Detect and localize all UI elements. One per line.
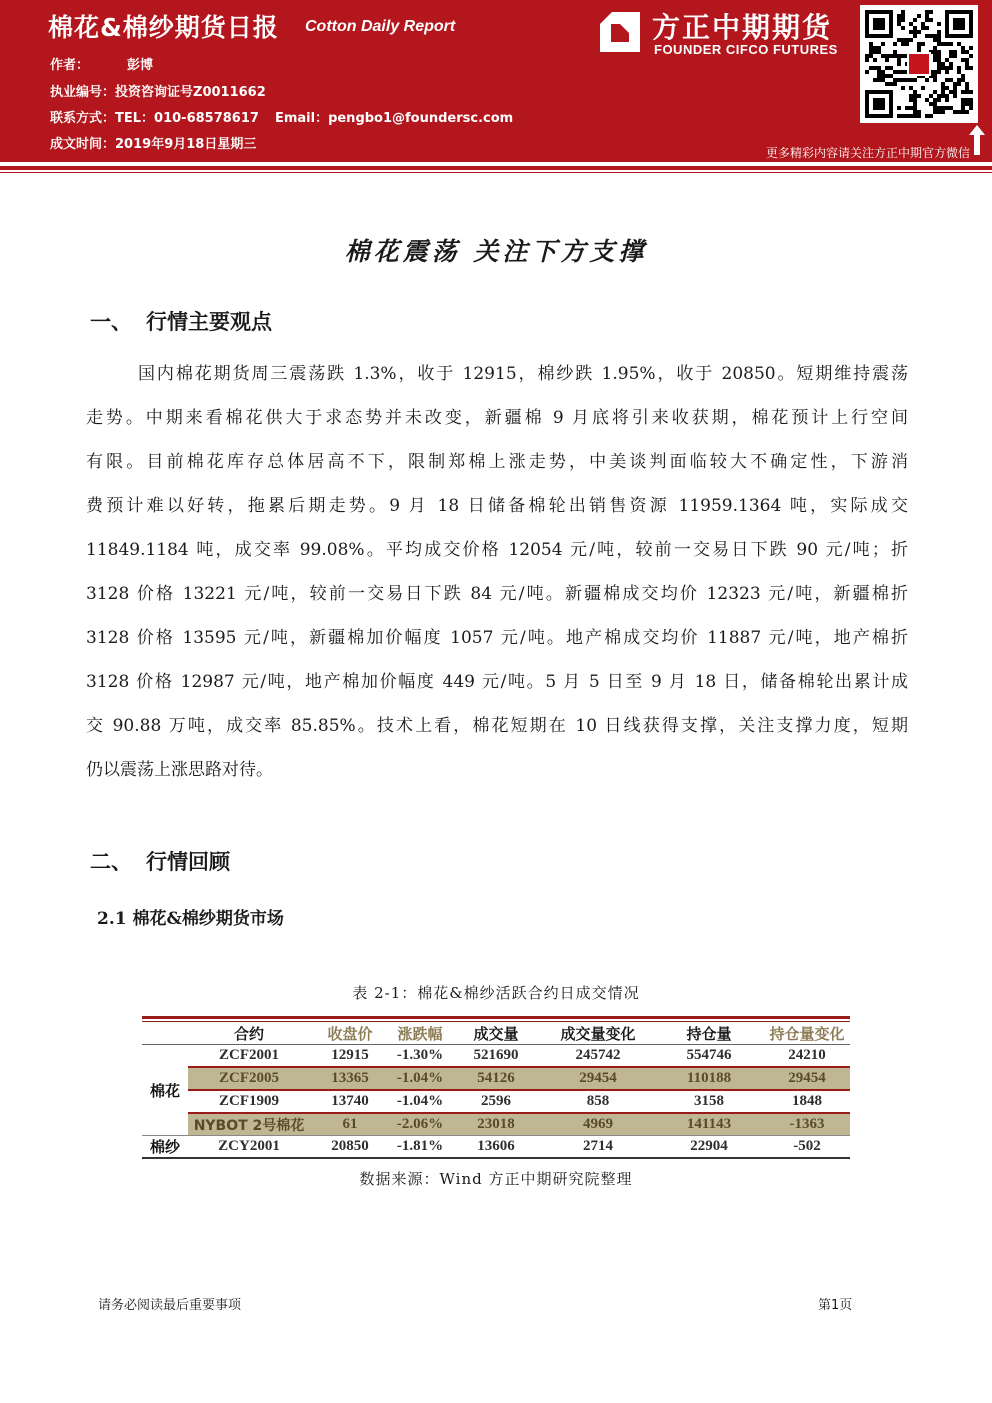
- table-cell: 29454: [764, 1067, 850, 1090]
- table-row: [142, 1045, 850, 1068]
- table-cell: ZCF2005: [188, 1067, 310, 1090]
- table-cell: -1.04%: [390, 1067, 450, 1090]
- group-label: 棉纱: [142, 1136, 188, 1159]
- paragraph-line: 11849.1184 吨，成交率 99.08%。平均成交价格 12054 元/吨，较前一交易日下跌 90 元/吨；折: [86, 540, 908, 560]
- table-cell: 13606: [450, 1136, 542, 1159]
- subsection-heading: 2.1 棉花&棉纱期货市场: [97, 909, 284, 929]
- table-cell: 22904: [654, 1136, 764, 1159]
- column-header: 持仓量: [654, 1022, 764, 1045]
- table-cell: 141143: [654, 1113, 764, 1136]
- report-series-title: 棉花&棉纱期货日报: [48, 13, 279, 42]
- report-series-title-en: Cotton Daily Report: [305, 18, 456, 35]
- table-cell: NYBOT 2号棉花: [188, 1113, 310, 1136]
- document-title: 棉花震荡 关注下方支撑: [344, 237, 648, 266]
- main-view-paragraph: [86, 352, 908, 792]
- table-row: [142, 1067, 850, 1090]
- table-cell: -1.30%: [396, 1047, 444, 1063]
- column-header: 成交量: [450, 1022, 542, 1045]
- column-header: 收盘价: [310, 1022, 390, 1045]
- column-header: 持仓量变化: [764, 1022, 850, 1045]
- futures-data-table: [142, 1022, 850, 1159]
- logo-text-cn: 方正中期期货: [652, 11, 833, 44]
- header-rule: [0, 166, 992, 170]
- table-cell: 3158: [654, 1090, 764, 1113]
- table-cell: -2.06%: [390, 1113, 450, 1136]
- table-top-rule: [142, 1016, 850, 1019]
- date-label: 成文时间：: [50, 137, 116, 152]
- table-cell: -1.04%: [390, 1090, 450, 1113]
- contact-email[interactable]: Email：pengbo1@foundersc.com: [274, 111, 514, 126]
- table-cell: 13740: [310, 1090, 390, 1113]
- page-number: 第1页: [818, 1298, 853, 1313]
- table-cell: 4969: [542, 1113, 654, 1136]
- table-row: [142, 1090, 850, 1113]
- table-cell: ZCY2001: [188, 1136, 310, 1159]
- group-label: 棉花: [149, 1081, 180, 1100]
- table-cell: -502: [764, 1136, 850, 1159]
- table-cell: -1363: [764, 1113, 850, 1136]
- section-heading-2: [90, 846, 230, 876]
- paragraph-line: 3128 价格 12987 元/吨，地产棉加价幅度 449 元/吨。5 月 5 日至 9 月 18 日，储备棉轮出累计成: [86, 672, 908, 692]
- table-cell: ZCF1909: [188, 1090, 310, 1113]
- table-cell: 13365: [310, 1067, 390, 1090]
- table-cell: 110188: [654, 1067, 764, 1090]
- logo-mark-icon: [598, 10, 642, 54]
- paragraph-line: 走势。中期来看棉花供大于求态势并未改变，新疆棉 9 月底将引来收获期，棉花预计上行空间: [86, 408, 908, 428]
- table-cell: 2714: [542, 1136, 654, 1159]
- table-cell: 24210: [788, 1047, 826, 1063]
- arrow-up-icon: [968, 124, 986, 156]
- report-date: 2019年9月18日星期三: [115, 137, 257, 152]
- footer-disclaimer-note: 请务必阅读最后重要事项: [98, 1298, 242, 1313]
- company-logo: [598, 6, 848, 58]
- section-heading-1: [90, 306, 272, 336]
- contact-tel: TEL：010-68578617: [115, 111, 259, 126]
- table-header-row: [142, 1022, 850, 1045]
- table-cell: 554746: [686, 1047, 732, 1063]
- paragraph-line: 费预计难以好转，拖累后期走势。9 月 18 日储备棉轮出销售资源 11959.1364 吨，实际成交: [86, 496, 908, 516]
- table-cell: 23018: [450, 1113, 542, 1136]
- table-cell: 20850: [310, 1136, 390, 1159]
- table-cell: -1.81%: [390, 1136, 450, 1159]
- date-line: [50, 133, 256, 152]
- column-header: 合约: [188, 1022, 310, 1045]
- table-cell: ZCF2001: [219, 1047, 279, 1063]
- license-label: 执业编号：: [50, 85, 116, 100]
- section-number: 一、: [90, 309, 132, 334]
- section-title: 行情回顾: [146, 849, 230, 874]
- column-header: 涨跌幅: [390, 1022, 450, 1045]
- paragraph-line: 交 90.88 万吨，成交率 85.85%。技术上看，棉花短期在 10 日线获得支撑，关注支撑力度，短期: [86, 716, 908, 736]
- table-cell: 245742: [575, 1047, 621, 1063]
- paragraph-line: 仍以震荡上涨思路对待。: [86, 760, 273, 780]
- contact-label: 联系方式：: [50, 111, 116, 126]
- section-title: 行情主要观点: [146, 309, 272, 334]
- wechat-follow-note: 更多精彩内容请关注方正中期官方微信: [765, 146, 970, 160]
- section-number: 二、: [90, 849, 132, 874]
- paragraph-line: 有限。目前棉花库存总体居高不下，限制郑棉上涨走势，中美谈判面临较大不确定性，下游消: [86, 452, 908, 472]
- author-label: 作者：: [50, 58, 90, 73]
- qr-code-icon: [865, 10, 973, 118]
- author-line: [50, 54, 153, 73]
- table-cell: 1848: [764, 1090, 850, 1113]
- data-source-note: 数据来源：Wind 方正中期研究院整理: [359, 1170, 633, 1188]
- license-line: [50, 81, 266, 100]
- table-caption: 表 2-1：棉花&棉纱活跃合约日成交情况: [352, 984, 640, 1002]
- license-number: 投资咨询证号Z0011662: [115, 85, 266, 100]
- paragraph-line: 3128 价格 13595 元/吨，新疆棉加价幅度 1057 元/吨。地产棉成交均价 11887 元/吨，地产棉折: [86, 628, 908, 648]
- report-header: [0, 0, 992, 162]
- table-cell: 2596: [450, 1090, 542, 1113]
- paragraph-line: 国内棉花期货周三震荡跌 1.3%，收于 12915，棉纱跌 1.95%，收于 20850。短期维持震荡: [138, 364, 908, 384]
- table-row: [142, 1113, 850, 1136]
- table-row: [142, 1136, 850, 1159]
- column-header: 成交量变化: [542, 1022, 654, 1045]
- header-rule-thin: [0, 172, 992, 173]
- logo-text-en: FOUNDER CIFCO FUTURES: [654, 42, 838, 57]
- table-cell: 29454: [542, 1067, 654, 1090]
- table-cell: 12915: [331, 1047, 369, 1063]
- table-cell: 858: [542, 1090, 654, 1113]
- table-cell: 521690: [473, 1047, 519, 1063]
- futures-table: [142, 1016, 850, 1159]
- table-cell: 54126: [450, 1067, 542, 1090]
- paragraph-line: 3128 价格 13221 元/吨，较前一交易日下跌 84 元/吨。新疆棉成交均价 12323 元/吨，新疆棉折: [86, 584, 908, 604]
- author-name: 彭博: [127, 58, 154, 73]
- table-cell: 61: [310, 1113, 390, 1136]
- wechat-qr-code: [860, 5, 978, 123]
- contact-line: [50, 107, 513, 126]
